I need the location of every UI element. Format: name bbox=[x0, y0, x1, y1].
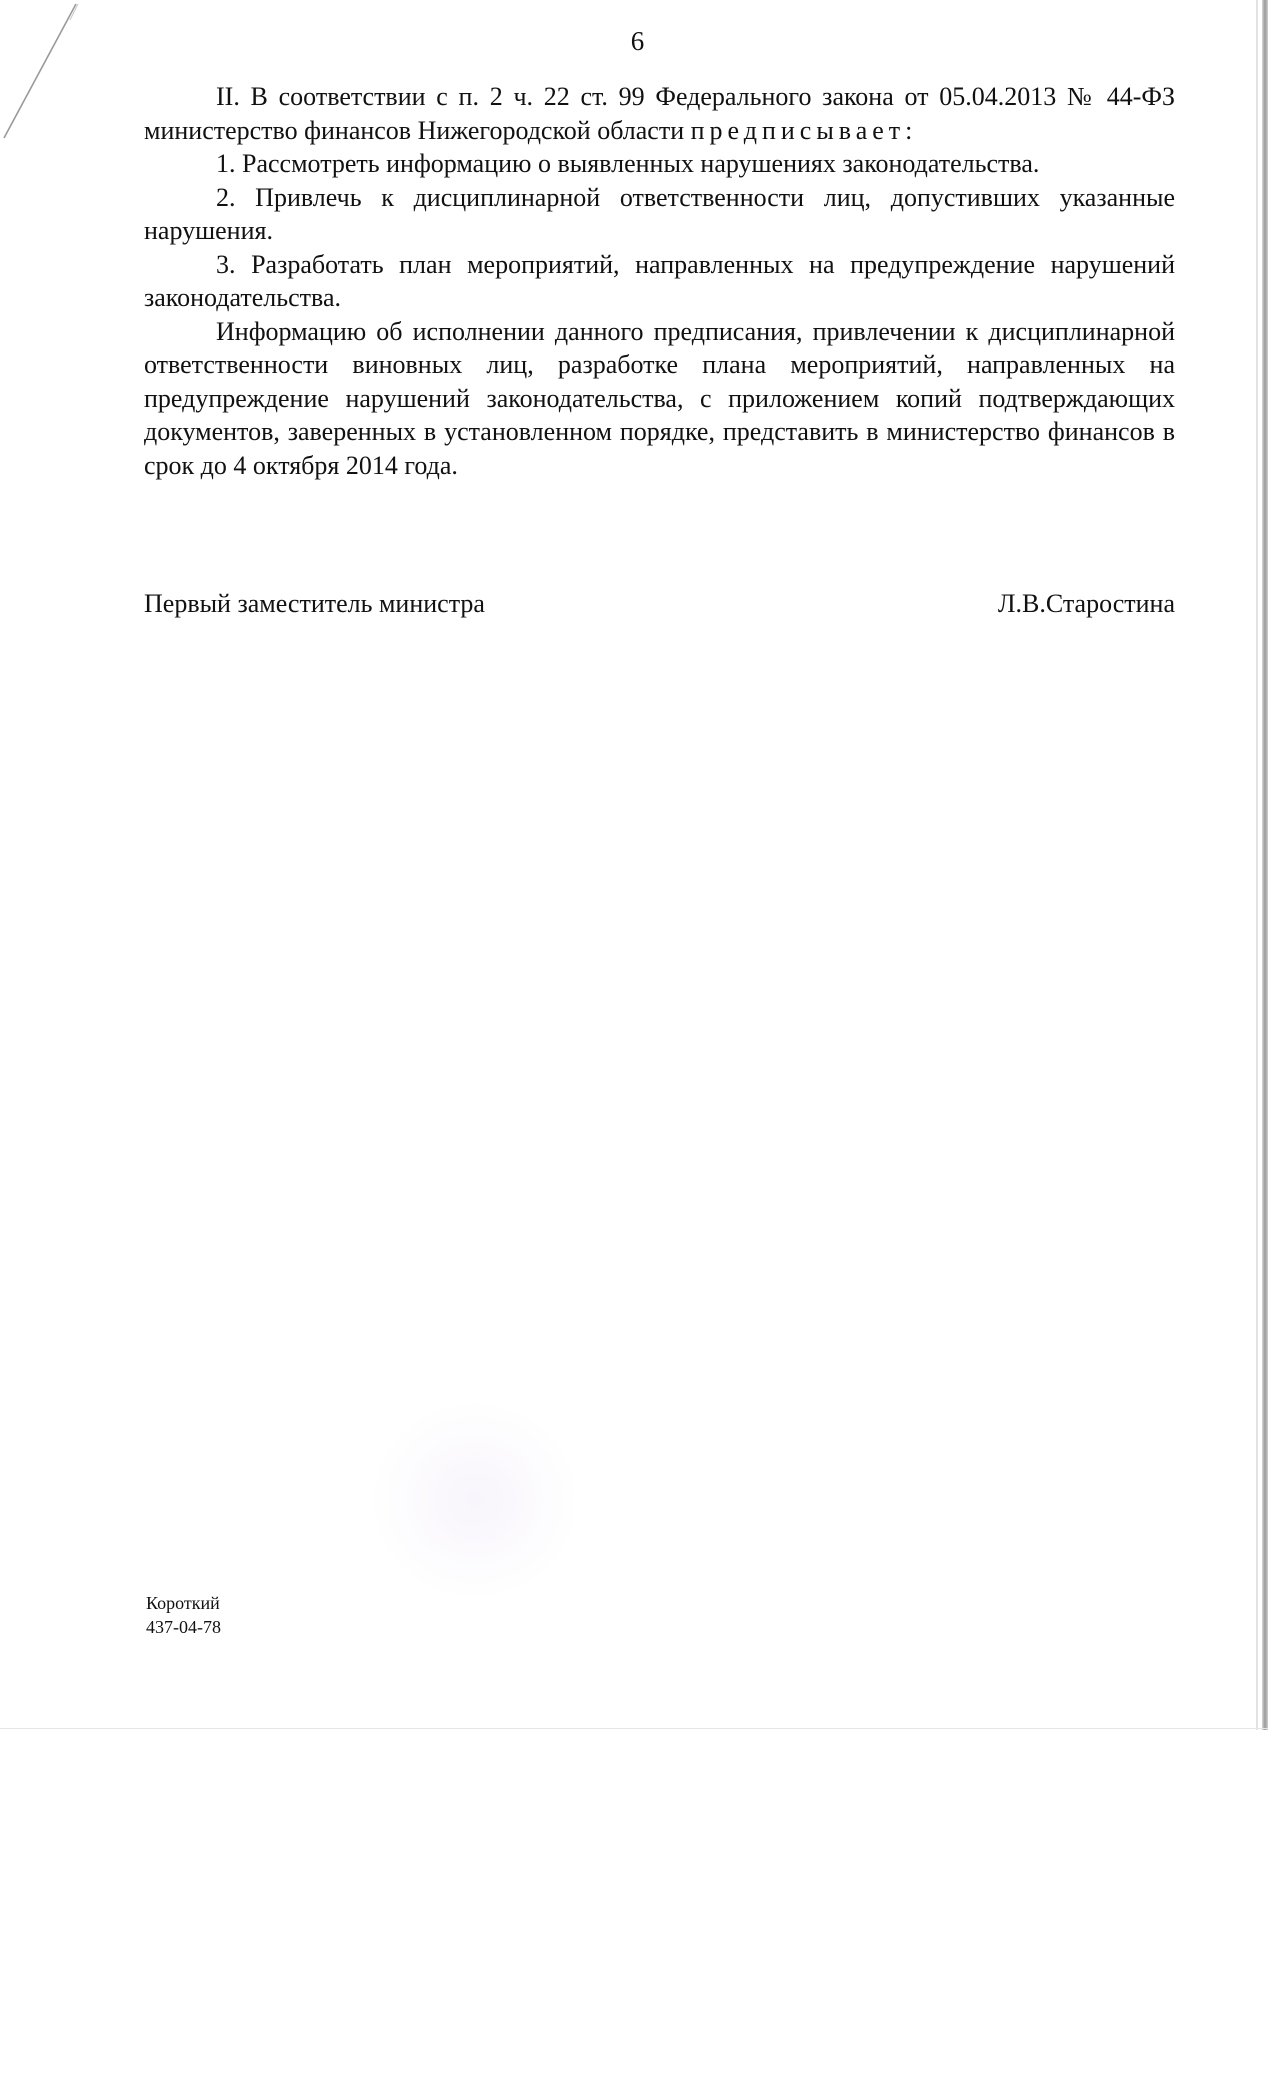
executor-name: Короткий bbox=[146, 1593, 220, 1613]
list-item-3: 3. Разработать план мероприятий, направленных на предупреждение нарушений законодательства. bbox=[144, 249, 1175, 312]
paragraph-closing: Информацию об исполнении данного предписания, привлечении к дисциплинарной ответственности виновных лиц, разработке плана мероприятий, направленных на предупреждение нарушений законодательства, с приложением копий подтверждающих документов, заверенных в установленном порядке, представить в министерство финансов в срок до 4 октября 2014 года. bbox=[144, 316, 1175, 480]
document-body bbox=[144, 80, 1175, 482]
list-item-2: 2. Привлечь к дисциплинарной ответственности лиц, допустивших указанные нарушения. bbox=[144, 182, 1175, 245]
scan-edge bbox=[1262, 0, 1268, 1730]
list-item-1: 1. Рассмотреть информацию о выявленных нарушениях законодательства. bbox=[216, 149, 1040, 178]
executor-phone: 437-04-78 bbox=[146, 1617, 221, 1637]
scan-edge-shadow bbox=[1256, 0, 1258, 1730]
signer-title: Первый заместитель министра bbox=[144, 589, 485, 618]
section-intro-text: II. В соответствии с п. 2 ч. 22 ст. 99 Федерального закона от 05.04.2013 № 44-ФЗ министерство финансов Нижегородской области bbox=[144, 82, 1175, 145]
corner-fold-mark bbox=[0, 0, 80, 140]
faint-stamp-trace bbox=[370, 1400, 580, 1600]
signer-name: Л.В.Старостина bbox=[997, 589, 1175, 618]
directive-colon: : bbox=[905, 115, 913, 145]
paragraph-section-intro bbox=[144, 80, 1175, 147]
page-number: 6 bbox=[630, 26, 645, 56]
directive-word: предписывает bbox=[690, 115, 906, 145]
scan-page-boundary bbox=[0, 1728, 1268, 1729]
executor-info bbox=[146, 1591, 221, 1639]
